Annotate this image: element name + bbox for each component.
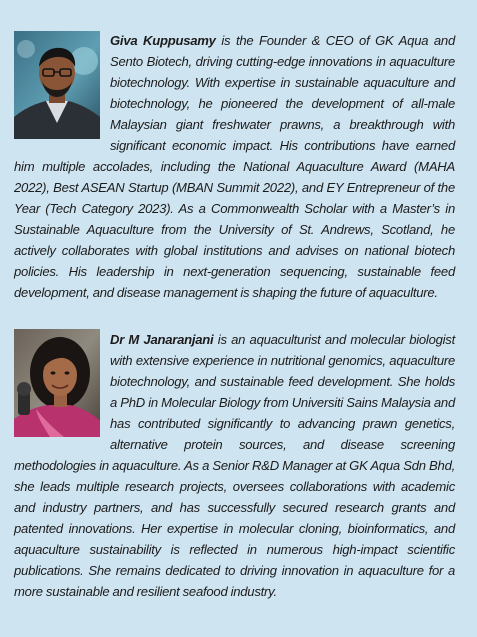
bio-janaranjani xyxy=(14,329,455,602)
bio-text: is an aquaculturist and molecular biologist with extensive experience in nutritional genomics, aquaculture biotechnology, and sustainable feed development. She holds a PhD in Molecular Biology from Universiti Sains Malaysia and has contributed significantly to advancing prawn genetics, alternative protein sources, and disease screening methodologies in aquaculture. As a Senior R&D Manager at GK Aqua Sdn Bhd, she leads multiple research projects, oversees collaborations with academic and industry partners, and has successfully secured research grants and patented innovations. Her expertise in molecular cloning, bioinformatics, and aquaculture sustainability is reflected in numerous high-impact scientific publications. She remains dedicated to driving innovation in aquaculture for a more sustainable and resilient seafood industry. xyxy=(14,332,455,599)
portrait-giva-kuppusamy xyxy=(14,31,100,139)
bio-name: Giva Kuppusamy xyxy=(110,33,216,48)
portrait-janaranjani xyxy=(14,329,100,437)
bio-text: is the Founder & CEO of GK Aqua and Sento Biotech, driving cutting-edge innovations in aquaculture biotechnology. With expertise in sustainable aquaculture and biotechnology, he pioneered the development of all-male Malaysian giant freshwater prawns, a breakthrough with significant economic impact. His contributions have earned him multiple accolades, including the National Aquaculture Award (MAHA 2022), Best ASEAN Startup (MBAN Summit 2022), and EY Entrepreneur of the Year (Tech Category 2023). As a Commonwealth Scholar with a Master’s in Sustainable Aquaculture from the University of St. Andrews, Scotland, he actively collaborates with global institutions and advises on national biotech policies. His leadership in next-generation sequencing, sustainable feed development, and disease management is shaping the future of aquaculture. xyxy=(14,33,455,300)
bio-name: Dr M Janaranjani xyxy=(110,332,214,347)
bio-giva-kuppusamy xyxy=(14,30,455,303)
